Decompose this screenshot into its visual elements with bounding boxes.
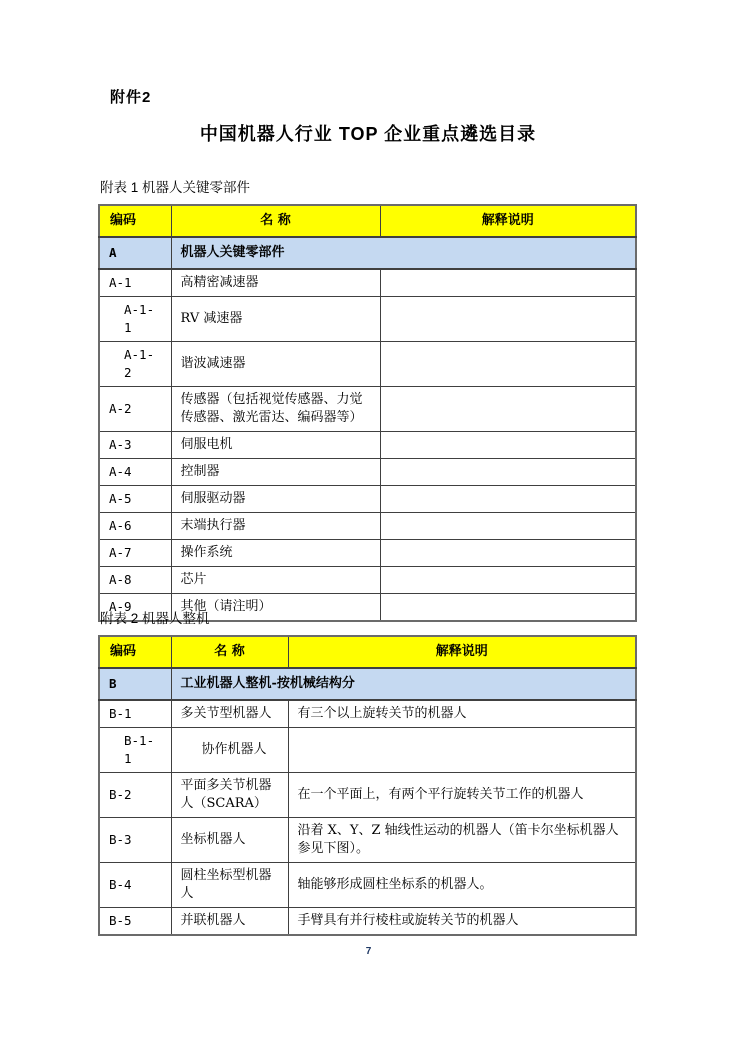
code-cell: A-1 xyxy=(99,269,171,297)
code-cell: B-3 xyxy=(99,818,171,863)
desc-cell: 在一个平面上，有两个平行旋转关节工作的机器人 xyxy=(288,773,636,818)
name-cell: 高精密减速器 xyxy=(171,269,380,297)
table1-section-row xyxy=(99,237,636,269)
code-cell: A-1-2 xyxy=(99,342,171,387)
table2-header-row xyxy=(99,636,636,668)
desc-cell xyxy=(380,459,636,486)
desc-cell xyxy=(380,486,636,513)
attachment-label: 附件2 xyxy=(110,89,152,106)
table-row xyxy=(99,297,636,342)
table-row xyxy=(99,818,636,863)
page-number: 7 xyxy=(365,946,372,957)
table2-header-desc: 解释说明 xyxy=(288,636,636,668)
desc-cell: 手臂具有并行棱柱或旋转关节的机器人 xyxy=(288,908,636,936)
desc-cell xyxy=(380,387,636,432)
table1-caption: 附表 1 机器人关键零部件 xyxy=(100,180,251,195)
code-cell: B-1-1 xyxy=(99,728,171,773)
table-row xyxy=(99,432,636,459)
table2-header-name: 名 称 xyxy=(171,636,288,668)
code-cell: A-9 xyxy=(99,594,171,622)
name-cell: 多关节型机器人 xyxy=(171,700,288,728)
name-cell: 协作机器人 xyxy=(171,728,288,773)
table-row xyxy=(99,908,636,936)
table-row xyxy=(99,728,636,773)
name-cell: 末端执行器 xyxy=(171,513,380,540)
document-title: 中国机器人行业 TOP 企业重点遴选目录 xyxy=(199,124,537,144)
desc-cell xyxy=(380,342,636,387)
table-row xyxy=(99,342,636,387)
table2-section-row xyxy=(99,668,636,700)
section-code: B xyxy=(99,668,171,700)
name-cell: 芯片 xyxy=(171,567,380,594)
code-cell: A-7 xyxy=(99,540,171,567)
table1-header-row xyxy=(99,205,636,237)
name-cell: 控制器 xyxy=(171,459,380,486)
table-row xyxy=(99,459,636,486)
name-cell: 谐波减速器 xyxy=(171,342,380,387)
table-row xyxy=(99,486,636,513)
code-cell: B-2 xyxy=(99,773,171,818)
desc-cell xyxy=(288,728,636,773)
components-table-section xyxy=(98,176,635,622)
table1-header-name: 名 称 xyxy=(171,205,380,237)
code-cell: A-4 xyxy=(99,459,171,486)
code-cell: A-1-1 xyxy=(99,297,171,342)
name-cell: 平面多关节机器人（SCARA） xyxy=(171,773,288,818)
desc-cell xyxy=(380,567,636,594)
name-cell: 伺服电机 xyxy=(171,432,380,459)
table-row xyxy=(99,540,636,567)
section-name: 工业机器人整机-按机械结构分 xyxy=(171,668,636,700)
table2-header-code: 编码 xyxy=(99,636,171,668)
desc-cell xyxy=(380,432,636,459)
name-cell: RV 减速器 xyxy=(171,297,380,342)
table-row xyxy=(99,863,636,908)
robots-table-section xyxy=(98,607,635,936)
code-cell: A-3 xyxy=(99,432,171,459)
code-cell: A-5 xyxy=(99,486,171,513)
name-cell: 坐标机器人 xyxy=(171,818,288,863)
code-cell: A-2 xyxy=(99,387,171,432)
name-cell: 其他（请注明） xyxy=(171,594,380,622)
table1-header-desc: 解释说明 xyxy=(380,205,636,237)
code-cell: A-8 xyxy=(99,567,171,594)
robots-table xyxy=(98,635,637,936)
code-cell: B-1 xyxy=(99,700,171,728)
desc-cell: 有三个以上旋转关节的机器人 xyxy=(288,700,636,728)
code-cell: B-4 xyxy=(99,863,171,908)
table-row xyxy=(99,773,636,818)
desc-cell xyxy=(380,540,636,567)
table2-caption: 附表 2 机器人整机 xyxy=(100,611,210,626)
name-cell: 传感器（包括视觉传感器、力觉传感器、激光雷达、编码器等） xyxy=(171,387,380,432)
desc-cell: 沿着 X、Y、Z 轴线性运动的机器人（笛卡尔坐标机器人参见下图）。 xyxy=(288,818,636,863)
section-name: 机器人关键零部件 xyxy=(171,237,636,269)
table-row xyxy=(99,387,636,432)
code-cell: B-5 xyxy=(99,908,171,936)
table-row xyxy=(99,513,636,540)
name-cell: 并联机器人 xyxy=(171,908,288,936)
desc-cell xyxy=(380,297,636,342)
code-cell: A-6 xyxy=(99,513,171,540)
table-row xyxy=(99,700,636,728)
name-cell: 操作系统 xyxy=(171,540,380,567)
desc-cell xyxy=(380,269,636,297)
components-table xyxy=(98,204,637,622)
table-row xyxy=(99,567,636,594)
desc-cell: 轴能够形成圆柱坐标系的机器人。 xyxy=(288,863,636,908)
table-row xyxy=(99,269,636,297)
name-cell: 伺服驱动器 xyxy=(171,486,380,513)
name-cell: 圆柱坐标型机器人 xyxy=(171,863,288,908)
table1-header-code: 编码 xyxy=(99,205,171,237)
desc-cell xyxy=(380,513,636,540)
section-code: A xyxy=(99,237,171,269)
